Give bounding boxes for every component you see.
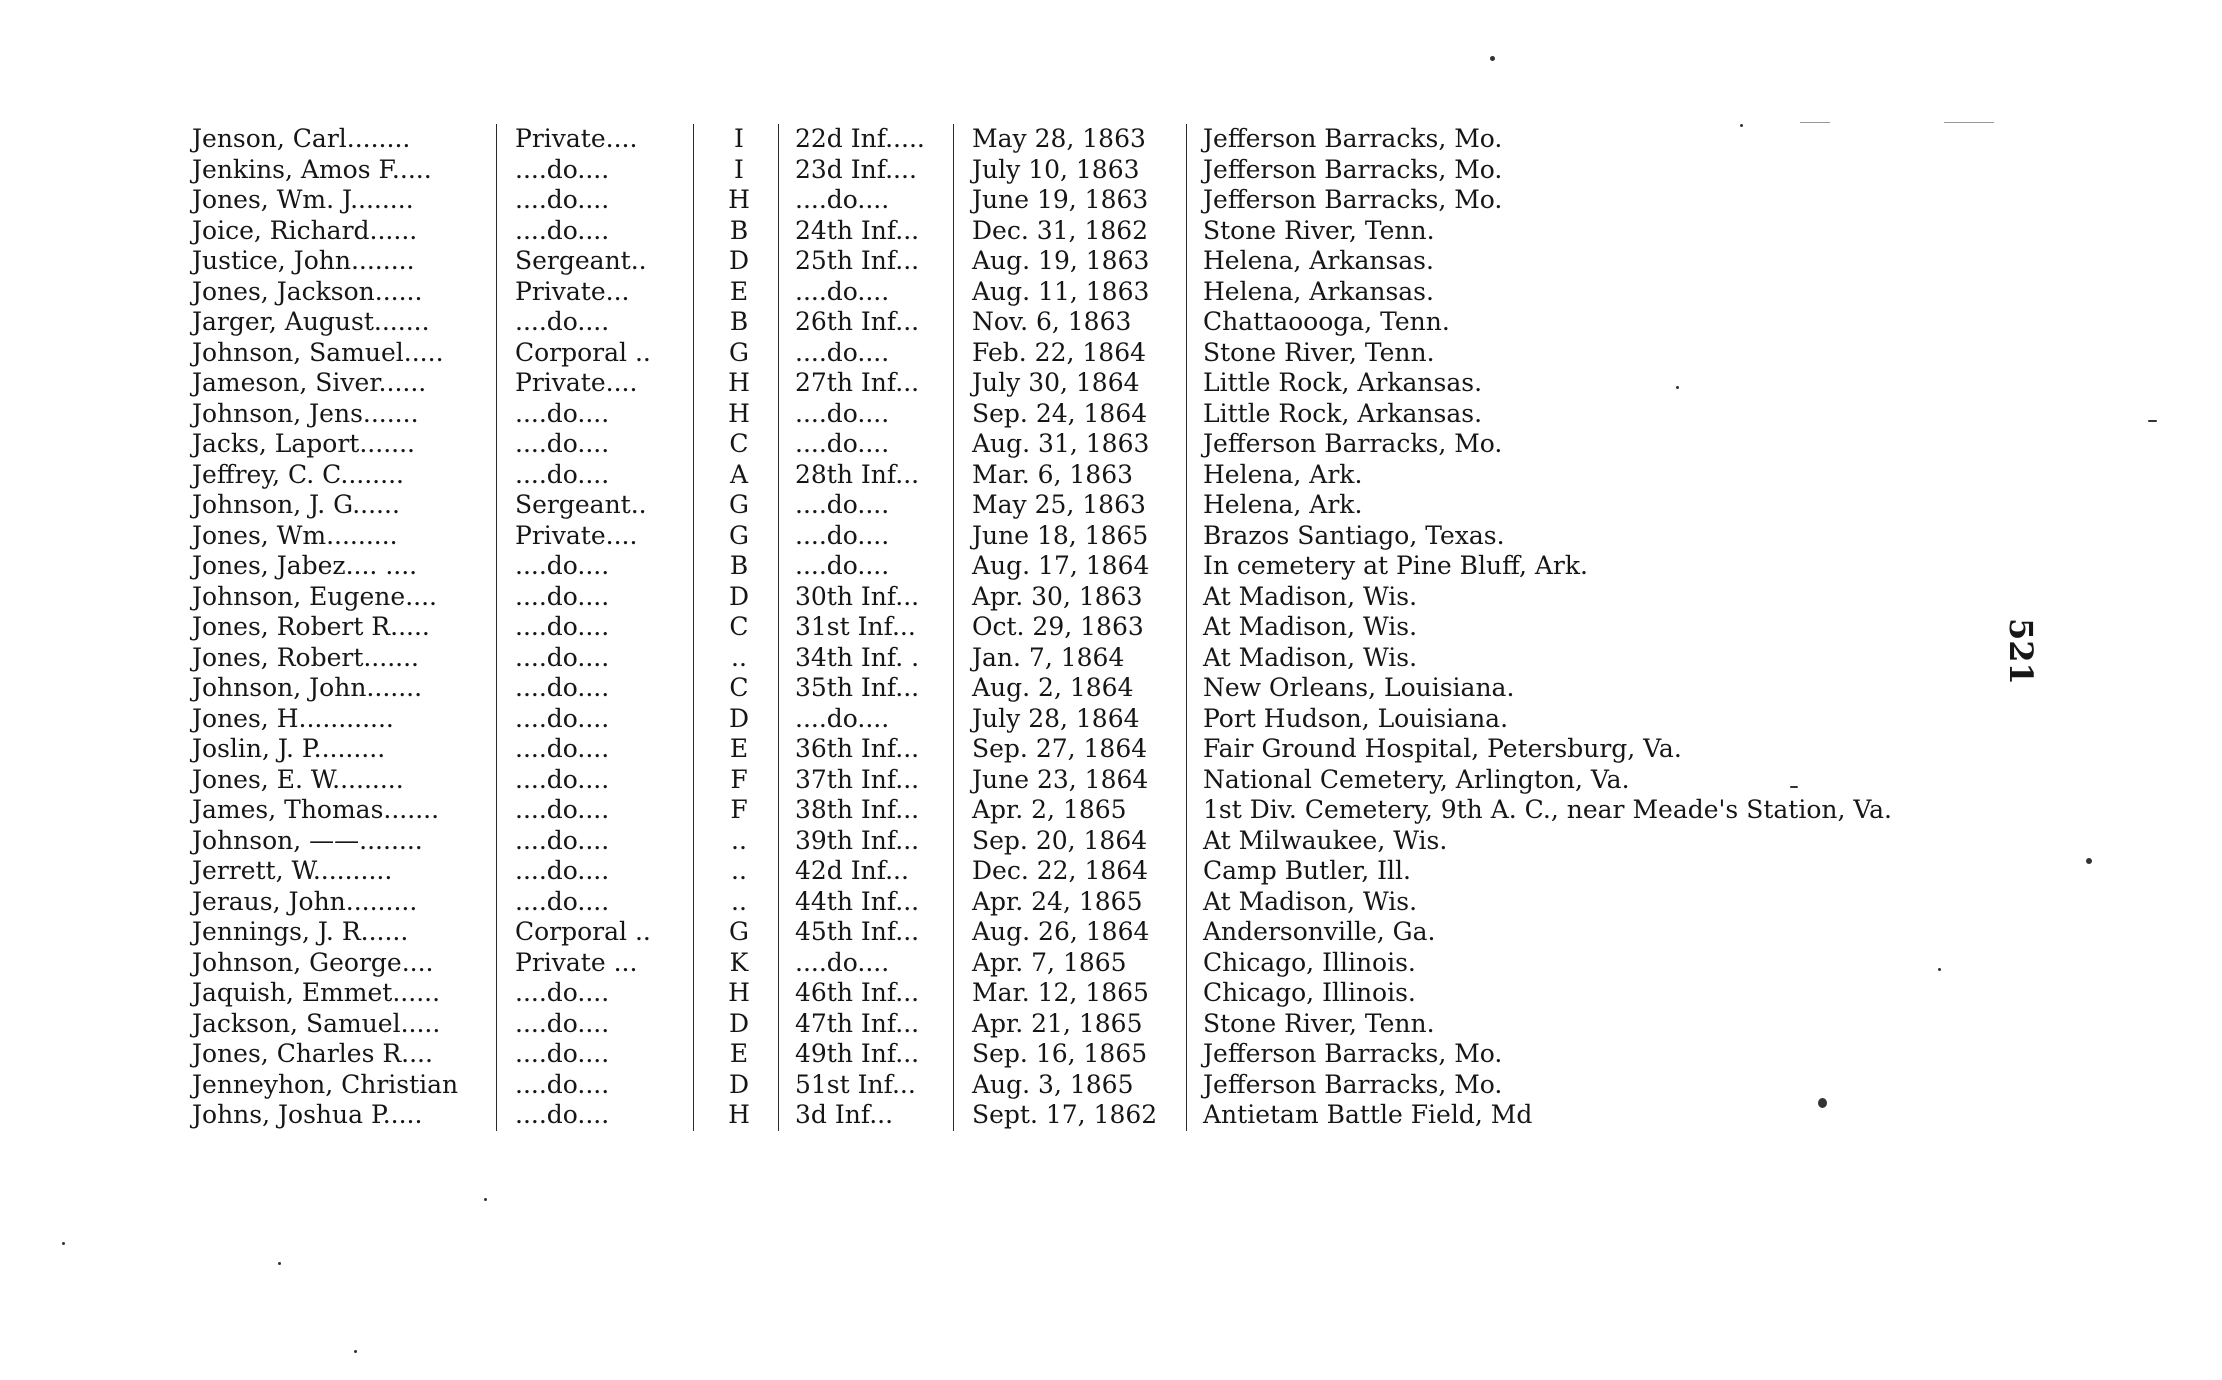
page-number: 521 <box>2002 618 2040 685</box>
rank-cell: ....do.... <box>497 551 694 582</box>
regiment-cell: 51st Inf... <box>779 1070 954 1101</box>
burial-place-cell: At Madison, Wis. <box>1187 887 1892 918</box>
regiment-cell: 44th Inf... <box>779 887 954 918</box>
death-date-cell: Aug. 2, 1864 <box>954 673 1187 704</box>
burial-place-cell: Stone River, Tenn. <box>1187 338 1892 369</box>
soldier-name: Johnson, ——........ <box>192 825 423 855</box>
rank-cell: ....do.... <box>497 765 694 796</box>
company-cell: B <box>694 551 779 582</box>
burial-place-cell: Brazos Santiago, Texas. <box>1187 521 1892 552</box>
death-date-cell: Oct. 29, 1863 <box>954 612 1187 643</box>
soldier-name: Jenneyhon, Christian <box>192 1069 459 1099</box>
soldier-name: Joice, Richard...... <box>192 215 418 245</box>
regiment-cell: 36th Inf... <box>779 734 954 765</box>
rank-cell: Corporal .. <box>497 338 694 369</box>
company-cell: C <box>694 429 779 460</box>
soldier-name: Johnson, Jens....... <box>192 398 419 428</box>
table-row <box>186 1039 1892 1070</box>
scan-speck <box>2148 420 2157 422</box>
table-row <box>186 551 1892 582</box>
rank-cell: ....do.... <box>497 1009 694 1040</box>
regiment-cell: ....do.... <box>779 429 954 460</box>
burial-place-cell: Jefferson Barracks, Mo. <box>1187 155 1892 186</box>
rank-cell: Sergeant.. <box>497 490 694 521</box>
death-date-cell: Sept. 17, 1862 <box>954 1100 1187 1131</box>
table-row <box>186 307 1892 338</box>
death-date-cell: July 30, 1864 <box>954 368 1187 399</box>
scan-speck <box>1676 386 1679 389</box>
table-row <box>186 521 1892 552</box>
company-cell: K <box>694 948 779 979</box>
scan-speck <box>1800 122 1830 123</box>
rank-cell: ....do.... <box>497 155 694 186</box>
regiment-cell: 38th Inf... <box>779 795 954 826</box>
soldier-name: Jeraus, John......... <box>192 886 418 916</box>
table-row <box>186 368 1892 399</box>
company-cell: D <box>694 704 779 735</box>
company-cell: A <box>694 460 779 491</box>
death-date-cell: Sep. 24, 1864 <box>954 399 1187 430</box>
burial-place-cell: Chicago, Illinois. <box>1187 948 1892 979</box>
soldier-name: Jackson, Samuel..... <box>192 1008 441 1038</box>
death-date-cell: May 25, 1863 <box>954 490 1187 521</box>
burial-place-cell: Andersonville, Ga. <box>1187 917 1892 948</box>
rank-cell: ....do.... <box>497 216 694 247</box>
scan-speck <box>1818 1098 1827 1108</box>
scan-speck <box>354 1350 357 1353</box>
rank-cell: ....do.... <box>497 734 694 765</box>
death-date-cell: Mar. 6, 1863 <box>954 460 1187 491</box>
company-cell: F <box>694 765 779 796</box>
death-date-cell: Nov. 6, 1863 <box>954 307 1187 338</box>
soldier-name: Justice, John........ <box>192 246 415 275</box>
company-cell: I <box>694 155 779 186</box>
death-date-cell: Sep. 20, 1864 <box>954 826 1187 857</box>
rank-cell: Corporal .. <box>497 917 694 948</box>
roster-table <box>186 124 1892 1131</box>
regiment-cell: 3d Inf... <box>779 1100 954 1131</box>
death-date-cell: June 19, 1863 <box>954 185 1187 216</box>
company-cell: B <box>694 307 779 338</box>
regiment-cell: 45th Inf... <box>779 917 954 948</box>
burial-place-cell: Helena, Ark. <box>1187 460 1892 491</box>
company-cell: G <box>694 338 779 369</box>
company-cell: G <box>694 917 779 948</box>
regiment-cell: 23d Inf.... <box>779 155 954 186</box>
regiment-cell: 39th Inf... <box>779 826 954 857</box>
company-cell: D <box>694 1070 779 1101</box>
company-cell: H <box>694 1100 779 1131</box>
scan-speck <box>278 1262 281 1265</box>
table-row <box>186 917 1892 948</box>
regiment-cell: 27th Inf... <box>779 368 954 399</box>
table-row <box>186 887 1892 918</box>
regiment-cell: 28th Inf... <box>779 460 954 491</box>
scan-speck <box>2086 858 2092 864</box>
roster-body <box>186 124 1892 1131</box>
soldier-name: Jones, Jabez.... .... <box>192 551 418 580</box>
burial-place-cell: Camp Butler, Ill. <box>1187 856 1892 887</box>
death-date-cell: Apr. 21, 1865 <box>954 1009 1187 1040</box>
death-date-cell: Aug. 31, 1863 <box>954 429 1187 460</box>
soldier-name: Johnson, J. G...... <box>192 490 400 519</box>
burial-place-cell: 1st Div. Cemetery, 9th A. C., near Meade's Station, Va. <box>1187 795 1892 826</box>
burial-place-cell: Port Hudson, Louisiana. <box>1187 704 1892 735</box>
regiment-cell: ....do.... <box>779 277 954 308</box>
soldier-name: Jenson, Carl........ <box>192 124 411 153</box>
rank-cell: ....do.... <box>497 978 694 1009</box>
death-date-cell: July 28, 1864 <box>954 704 1187 735</box>
burial-place-cell: Stone River, Tenn. <box>1187 216 1892 247</box>
table-row <box>186 124 1892 155</box>
burial-place-cell: National Cemetery, Arlington, Va. <box>1187 765 1892 796</box>
soldier-name: Jaquish, Emmet...... <box>192 978 441 1007</box>
company-cell: H <box>694 368 779 399</box>
death-date-cell: Aug. 11, 1863 <box>954 277 1187 308</box>
rank-cell: Private ... <box>497 948 694 979</box>
rank-cell: ....do.... <box>497 826 694 857</box>
rank-cell: Private.... <box>497 368 694 399</box>
soldier-name: Jones, Jackson...... <box>192 276 423 306</box>
table-row <box>186 338 1892 369</box>
burial-place-cell: Jefferson Barracks, Mo. <box>1187 185 1892 216</box>
regiment-cell: 22d Inf..... <box>779 124 954 155</box>
soldier-name: Johnson, George.... <box>192 947 434 977</box>
regiment-cell: 24th Inf... <box>779 216 954 247</box>
burial-place-cell: At Milwaukee, Wis. <box>1187 826 1892 857</box>
death-date-cell: Apr. 7, 1865 <box>954 948 1187 979</box>
regiment-cell: 49th Inf... <box>779 1039 954 1070</box>
table-row <box>186 826 1892 857</box>
death-date-cell: Apr. 2, 1865 <box>954 795 1187 826</box>
rank-cell: ....do.... <box>497 795 694 826</box>
company-cell: H <box>694 185 779 216</box>
death-date-cell: July 10, 1863 <box>954 155 1187 186</box>
burial-place-cell: In cemetery at Pine Bluff, Ark. <box>1187 551 1892 582</box>
burial-place-cell: At Madison, Wis. <box>1187 582 1892 613</box>
table-row <box>186 429 1892 460</box>
table-row <box>186 795 1892 826</box>
soldier-name: James, Thomas....... <box>192 795 440 824</box>
rank-cell: ....do.... <box>497 1039 694 1070</box>
regiment-cell: 34th Inf. . <box>779 643 954 674</box>
rank-cell: ....do.... <box>497 1100 694 1131</box>
rank-cell: ....do.... <box>497 1070 694 1101</box>
regiment-cell: ....do.... <box>779 185 954 216</box>
company-cell: .. <box>694 887 779 918</box>
soldier-name: Jones, Robert....... <box>192 642 419 672</box>
regiment-cell: 26th Inf... <box>779 307 954 338</box>
table-row <box>186 399 1892 430</box>
burial-place-cell: Fair Ground Hospital, Petersburg, Va. <box>1187 734 1892 765</box>
regiment-cell: 25th Inf... <box>779 246 954 277</box>
regiment-cell: ....do.... <box>779 399 954 430</box>
soldier-name: Jacks, Laport....... <box>192 429 415 458</box>
regiment-cell: 42d Inf... <box>779 856 954 887</box>
rank-cell: Private.... <box>497 124 694 155</box>
table-row <box>186 1100 1892 1131</box>
death-date-cell: Aug. 26, 1864 <box>954 917 1187 948</box>
death-date-cell: June 18, 1865 <box>954 521 1187 552</box>
rank-cell: ....do.... <box>497 429 694 460</box>
rank-cell: ....do.... <box>497 673 694 704</box>
rank-cell: Private.... <box>497 521 694 552</box>
rank-cell: ....do.... <box>497 887 694 918</box>
soldier-name: Jones, Wm. J........ <box>192 185 414 214</box>
burial-place-cell: Helena, Arkansas. <box>1187 277 1892 308</box>
rank-cell: ....do.... <box>497 612 694 643</box>
rank-cell: ....do.... <box>497 460 694 491</box>
burial-place-cell: Jefferson Barracks, Mo. <box>1187 1070 1892 1101</box>
soldier-name: Jones, Charles R.... <box>192 1039 433 1068</box>
scan-speck <box>1490 56 1495 61</box>
burial-place-cell: Stone River, Tenn. <box>1187 1009 1892 1040</box>
death-date-cell: Apr. 30, 1863 <box>954 582 1187 613</box>
death-date-cell: May 28, 1863 <box>954 124 1187 155</box>
soldier-name: Jones, H............ <box>192 703 394 733</box>
table-row <box>186 490 1892 521</box>
table-row <box>186 277 1892 308</box>
company-cell: C <box>694 612 779 643</box>
death-date-cell: Dec. 22, 1864 <box>954 856 1187 887</box>
table-row <box>186 856 1892 887</box>
table-row <box>186 643 1892 674</box>
table-row <box>186 460 1892 491</box>
death-date-cell: Mar. 12, 1865 <box>954 978 1187 1009</box>
company-cell: .. <box>694 643 779 674</box>
scan-speck <box>1740 124 1743 127</box>
soldier-name: Jennings, J. R...... <box>192 917 409 946</box>
burial-place-cell: Jefferson Barracks, Mo. <box>1187 1039 1892 1070</box>
soldier-name: Jones, Wm......... <box>192 520 398 550</box>
table-row <box>186 582 1892 613</box>
rank-cell: ....do.... <box>497 856 694 887</box>
soldier-name: Joslin, J. P......... <box>192 734 386 763</box>
table-row <box>186 246 1892 277</box>
company-cell: H <box>694 978 779 1009</box>
regiment-cell: ....do.... <box>779 490 954 521</box>
table-row <box>186 612 1892 643</box>
company-cell: E <box>694 1039 779 1070</box>
rank-cell: ....do.... <box>497 185 694 216</box>
rank-cell: ....do.... <box>497 704 694 735</box>
company-cell: G <box>694 521 779 552</box>
regiment-cell: 46th Inf... <box>779 978 954 1009</box>
regiment-cell: ....do.... <box>779 704 954 735</box>
company-cell: D <box>694 582 779 613</box>
regiment-cell: ....do.... <box>779 521 954 552</box>
company-cell: E <box>694 734 779 765</box>
table-row <box>186 765 1892 796</box>
regiment-cell: 30th Inf... <box>779 582 954 613</box>
soldier-name: Jarger, August....... <box>192 307 430 336</box>
burial-place-cell: Helena, Ark. <box>1187 490 1892 521</box>
soldier-name: Johns, Joshua P..... <box>192 1100 423 1129</box>
table-row <box>186 704 1892 735</box>
soldier-name: Jones, E. W......... <box>192 764 404 794</box>
rank-cell: ....do.... <box>497 582 694 613</box>
death-date-cell: Sep. 27, 1864 <box>954 734 1187 765</box>
regiment-cell: 31st Inf... <box>779 612 954 643</box>
table-row <box>186 1070 1892 1101</box>
burial-place-cell: Jefferson Barracks, Mo. <box>1187 429 1892 460</box>
table-row <box>186 1009 1892 1040</box>
regiment-cell: ....do.... <box>779 338 954 369</box>
company-cell: B <box>694 216 779 247</box>
table-row <box>186 185 1892 216</box>
table-row <box>186 948 1892 979</box>
death-date-cell: Jan. 7, 1864 <box>954 643 1187 674</box>
soldier-name: Johnson, Eugene.... <box>192 581 437 611</box>
death-date-cell: June 23, 1864 <box>954 765 1187 796</box>
company-cell: G <box>694 490 779 521</box>
rank-cell: Sergeant.. <box>497 246 694 277</box>
company-cell: .. <box>694 856 779 887</box>
rank-cell: ....do.... <box>497 643 694 674</box>
death-date-cell: Feb. 22, 1864 <box>954 338 1187 369</box>
death-date-cell: Aug. 19, 1863 <box>954 246 1187 277</box>
company-cell: .. <box>694 826 779 857</box>
table-row <box>186 155 1892 186</box>
table-row <box>186 216 1892 247</box>
death-date-cell: Apr. 24, 1865 <box>954 887 1187 918</box>
scan-speck <box>1944 122 1994 123</box>
company-cell: I <box>694 124 779 155</box>
soldier-name: Johnson, John....... <box>192 673 423 702</box>
company-cell: F <box>694 795 779 826</box>
death-date-cell: Aug. 3, 1865 <box>954 1070 1187 1101</box>
regiment-cell: 47th Inf... <box>779 1009 954 1040</box>
soldier-name: Jeffrey, C. C........ <box>192 459 404 489</box>
burial-place-cell: At Madison, Wis. <box>1187 643 1892 674</box>
burial-place-cell: Little Rock, Arkansas. <box>1187 399 1892 430</box>
table-row <box>186 673 1892 704</box>
burial-place-cell: Helena, Arkansas. <box>1187 246 1892 277</box>
regiment-cell: 37th Inf... <box>779 765 954 796</box>
burial-place-cell: Jefferson Barracks, Mo. <box>1187 124 1892 155</box>
scan-speck <box>1790 786 1798 788</box>
soldier-name: Jameson, Siver...... <box>192 368 427 397</box>
table-row <box>186 978 1892 1009</box>
death-date-cell: Dec. 31, 1862 <box>954 216 1187 247</box>
company-cell: D <box>694 246 779 277</box>
company-cell: D <box>694 1009 779 1040</box>
burial-place-cell: At Madison, Wis. <box>1187 612 1892 643</box>
scan-speck <box>1938 968 1941 971</box>
burial-place-cell: Chicago, Illinois. <box>1187 978 1892 1009</box>
death-date-cell: Aug. 17, 1864 <box>954 551 1187 582</box>
regiment-cell: ....do.... <box>779 551 954 582</box>
rank-cell: Private... <box>497 277 694 308</box>
company-cell: E <box>694 277 779 308</box>
soldier-name: Jones, Robert R..... <box>192 612 430 641</box>
burial-place-cell: New Orleans, Louisiana. <box>1187 673 1892 704</box>
rank-cell: ....do.... <box>497 307 694 338</box>
regiment-cell: 35th Inf... <box>779 673 954 704</box>
rank-cell: ....do.... <box>497 399 694 430</box>
soldier-name: Jenkins, Amos F..... <box>192 154 432 184</box>
soldier-name: Johnson, Samuel..... <box>192 337 444 367</box>
death-date-cell: Sep. 16, 1865 <box>954 1039 1187 1070</box>
table-row <box>186 734 1892 765</box>
company-cell: H <box>694 399 779 430</box>
burial-place-cell: Antietam Battle Field, Md <box>1187 1100 1892 1131</box>
burial-place-cell: Chattaoooga, Tenn. <box>1187 307 1892 338</box>
soldier-name: Jerrett, W.......... <box>192 856 393 885</box>
company-cell: C <box>694 673 779 704</box>
burial-place-cell: Little Rock, Arkansas. <box>1187 368 1892 399</box>
scan-speck <box>62 1242 65 1245</box>
scan-speck <box>484 1198 487 1201</box>
regiment-cell: ....do.... <box>779 948 954 979</box>
